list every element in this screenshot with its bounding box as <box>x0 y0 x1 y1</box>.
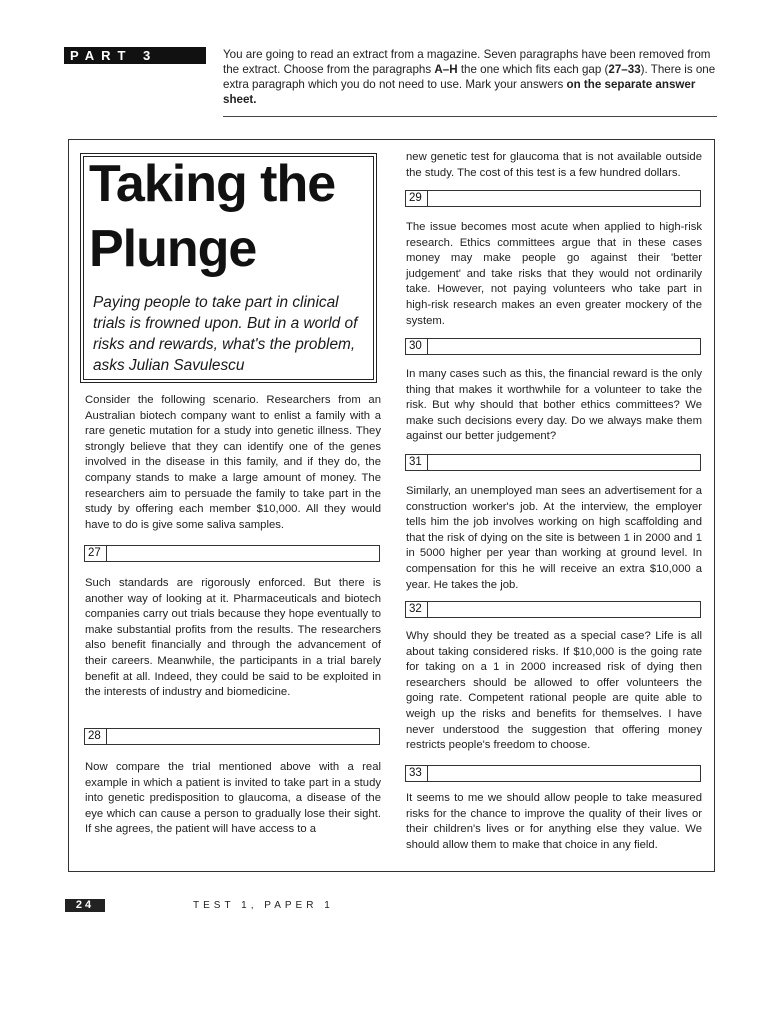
instructions-text-3: ). There is one extra paragraph which you do not need to use. Mark your answers <box>223 63 716 91</box>
gap-number: 29 <box>406 191 428 206</box>
gap-number: 28 <box>85 729 107 744</box>
gap-33[interactable] <box>405 765 701 782</box>
article-title: Taking the Plunge <box>89 155 336 278</box>
footer-label: TEST 1, PAPER 1 <box>193 900 334 911</box>
gap-number: 27 <box>85 546 107 561</box>
right-paragraph-4: Similarly, an unemployed man sees an advertisement for a construction worker's job. At the interview, the employer tells him the job involves working on high scaffolding and that the risk of dying on the site is between 1 in 2000 and 1 in 5000 higher per year than working at ground level. In compensation for this he will receive an extra $10,000 a year. He takes the job. <box>406 485 702 591</box>
page-number: 24 <box>65 899 105 912</box>
gap-32[interactable] <box>405 601 701 618</box>
gap-30[interactable] <box>405 338 701 355</box>
gap-28[interactable] <box>84 728 380 745</box>
right-paragraph-3: In many cases such as this, the financial reward is the only thing that makes it worthwhile for a volunteer to take the risk. But why should that bother ethics committees? We make such decisions every day. Do we always make them against our better judgement? <box>406 368 702 443</box>
gap-29[interactable] <box>405 190 701 207</box>
right-paragraph-5: Why should they be treated as a special case? Life is all about taking considered risks. If $10,000 is the going rate for taking on a 1 in 2000 increased risk of dying then researchers should be allowed to offer volunteers the going rate. Competent rational people are quite able to weigh up the risks and benefits for themselves. I have never understood the suggestion that offering money restricts people's freedom to choose. <box>406 630 702 752</box>
right-paragraph-2: The issue becomes most acute when applied to high-risk research. Ethics committees argue that in these cases money may make people go against their 'better judgement' and take risks that they would not ordinarily take. However, not paying volunteers who take part in high-risk research makes an even greater mockery of the system. <box>406 221 702 327</box>
instructions <box>223 47 717 107</box>
article-subtitle: Paying people to take part in clinical trials is frowned upon. But in a world of risks and rewards, what's the problem, asks Julian Savulescu <box>93 294 358 374</box>
gap-number: 30 <box>406 339 428 354</box>
right-paragraph-6: It seems to me we should allow people to take measured risks for the chance to improve the quality of their lives or their children's lives or for anything else they value. We should allow them to make that choice in any field. <box>406 792 702 851</box>
instructions-text-2: the one which fits each gap ( <box>457 63 609 76</box>
gap-number: 32 <box>406 602 428 617</box>
left-paragraph-3: Now compare the trial mentioned above with a real example in which a patient is invited to take part in a study into genetic predisposition to glaucoma, a disease of the eye which can cause a person to gradually lose their sight. If she agrees, the patient will have access to a <box>85 761 381 836</box>
gap-number: 31 <box>406 455 428 470</box>
gap-27[interactable] <box>84 545 380 562</box>
gap-31[interactable] <box>405 454 701 471</box>
instructions-divider <box>223 116 717 117</box>
instructions-answer-sheet: on the separate answer sheet. <box>223 78 696 106</box>
left-paragraph-1: Consider the following scenario. Researchers from an Australian biotech company want to enlist a family with a rare genetic mutation for a study into genetic illness. They strongly believe that they can identify one of the genes involved in the disease in this family, and if they do, the company stands to make a large amount of money. The researchers aim to persuade the family to take part in the study by offering each member $10,000. All they would have to do is give some saliva samples. <box>85 394 381 531</box>
right-paragraph-1: new genetic test for glaucoma that is not available outside the study. The cost of this test is a few hundred dollars. <box>406 151 702 179</box>
left-paragraph-2: Such standards are rigorously enforced. But there is another way of looking at it. Pharmaceuticals and biotech companies carry out trials because they hope eventually to make substantial profits from the results. The researchers also benefit financially and through the advancement of their careers. Meanwhile, the participants in a trial barely benefit at all. Indeed, they could be said to be exploited in the interests of industry and biomedicine. <box>85 577 381 699</box>
instructions-range: 27–33 <box>608 63 641 76</box>
instructions-text-1: You are going to read an extract from a magazine. Seven paragraphs have been removed from the extract. Choose from the paragraphs <box>223 48 711 76</box>
instructions-letters: A–H <box>434 63 458 76</box>
part-label: PART 3 <box>64 47 206 64</box>
gap-number: 33 <box>406 766 428 781</box>
